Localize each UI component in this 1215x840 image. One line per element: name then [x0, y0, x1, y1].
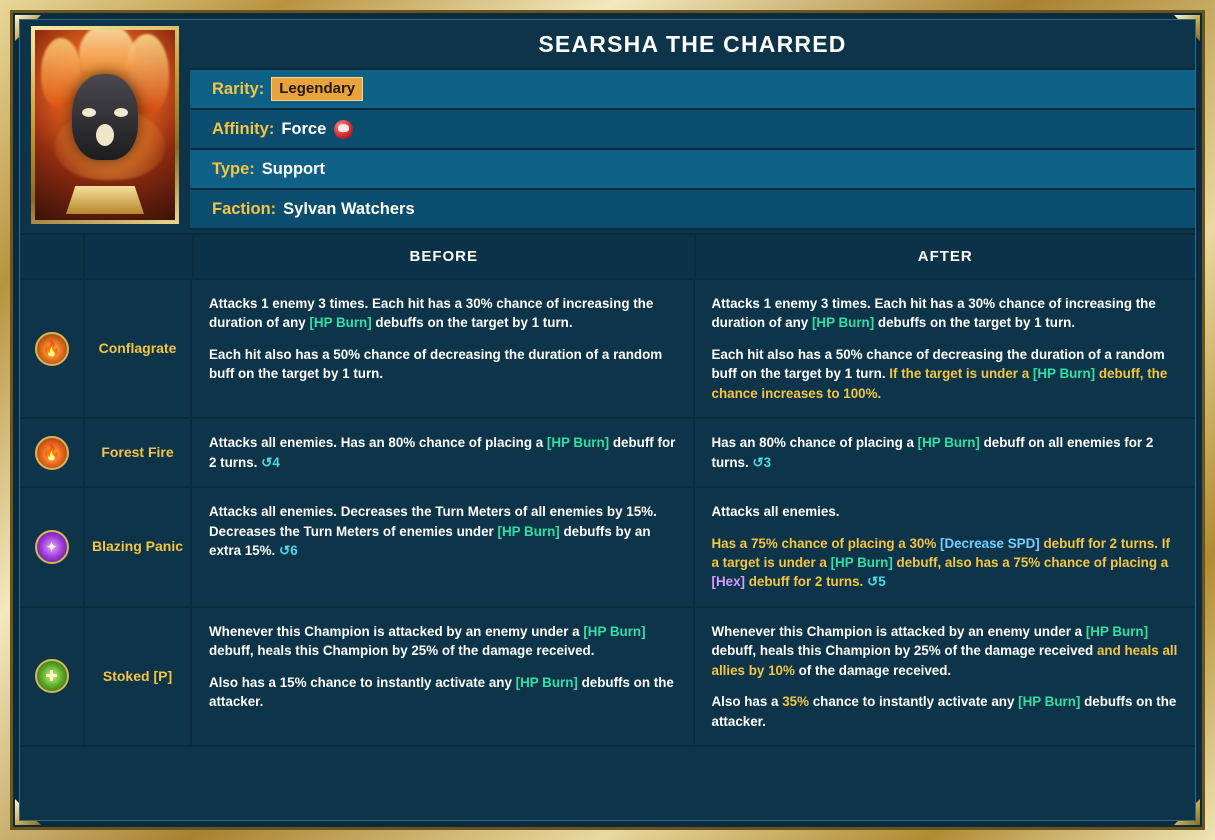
skill-text: of the damage received.	[794, 662, 952, 678]
skill-text-paragraph	[712, 433, 1179, 472]
keyword-hp-burn: [HP Burn]	[309, 315, 372, 331]
champion-info	[190, 20, 1195, 233]
info-value: Support	[261, 159, 326, 178]
skill-text: debuff, heals this Champion by 25% of the damage received	[711, 643, 1097, 659]
changed-text: debuff, the chance increases to 100%.	[711, 366, 1168, 401]
info-row-rarity	[190, 70, 1195, 110]
skill-text: debuffs on the target by 1 turn.	[371, 315, 573, 331]
skill-text-paragraph	[712, 502, 1179, 521]
info-label: Affinity:	[212, 119, 275, 138]
keyword-hp-burn: [HP Burn]	[917, 435, 980, 451]
table-row	[20, 608, 1195, 747]
keyword-hp-burn: [HP Burn]	[515, 674, 578, 690]
info-row-faction	[190, 190, 1195, 230]
skill-text-paragraph	[712, 692, 1179, 731]
skill-description-before	[192, 419, 695, 486]
skill-icon-cell	[20, 280, 85, 417]
keyword-hp-burn: [HP Burn]	[1018, 694, 1081, 710]
skill-text-paragraph	[712, 294, 1179, 333]
skill-name: Conflagrate	[85, 280, 192, 417]
column-header-before: BEFORE	[194, 235, 696, 278]
cooldown-value: ↺3	[752, 454, 772, 470]
info-row-type	[190, 150, 1195, 190]
info-label: Faction:	[212, 199, 277, 218]
champion-portrait	[31, 26, 179, 224]
table-row	[20, 419, 1195, 488]
keyword-hp-burn: [HP Burn]	[811, 315, 875, 331]
changed-text: Has a 75% chance of placing a 30%	[711, 535, 940, 551]
skill-text: debuffs on the attacker.	[209, 674, 674, 710]
skill-text: Whenever this Champion is attacked by an enemy under a	[711, 623, 1086, 639]
skill-text-paragraph	[209, 673, 676, 712]
skill-text: debuff on all enemies for 2 turns.	[711, 435, 1154, 470]
info-label: Rarity:	[212, 79, 265, 98]
skill-description-before	[192, 280, 695, 417]
skill-text: chance to instantly activate any	[809, 694, 1019, 710]
header-spacer-name	[85, 235, 194, 278]
champion-header	[20, 20, 1195, 235]
portrait-cell	[20, 20, 190, 233]
keyword-decrease-spd: [Decrease SPD]	[939, 535, 1040, 551]
skill-text-paragraph	[209, 622, 676, 661]
table-row	[20, 280, 1195, 419]
skill-text-paragraph	[209, 294, 676, 333]
keyword-hp-burn: [HP Burn]	[1085, 623, 1149, 639]
skill-text: Attacks all enemies. Decreases the Turn Meters of all enemies by 15%. Decreases the Turn Meters of enemies under	[209, 504, 657, 539]
skill-name: Forest Fire	[85, 419, 192, 486]
info-row-affinity	[190, 110, 1195, 150]
skill-text: Attacks all enemies. Has an 80% chance of placing a	[209, 435, 547, 451]
changed-text: debuff for 2 turns.	[744, 574, 867, 590]
info-label: Type:	[212, 159, 255, 178]
keyword-hp-burn: [HP Burn]	[830, 554, 893, 570]
champion-card	[19, 19, 1196, 821]
skill-text: Attacks all enemies.	[711, 504, 840, 520]
skill-text: debuff for 2 turns.	[209, 435, 676, 470]
portrait-base	[66, 186, 144, 214]
skill-text: Has an 80% chance of placing a	[711, 435, 918, 451]
skill-description-after	[695, 608, 1196, 745]
skill-text: Also has a	[711, 694, 783, 710]
skill-text: Attacks 1 enemy 3 times. Each hit has a 30% chance of increasing the duration of any	[711, 296, 1156, 331]
force-affinity-icon	[334, 120, 353, 139]
skill-icon-cell	[20, 608, 85, 745]
skill-text-paragraph	[209, 433, 676, 472]
keyword-hp-burn: [HP Burn]	[497, 523, 560, 539]
skill-icon-cell	[20, 419, 85, 486]
header-spacer-icon	[20, 235, 85, 278]
skill-text: debuff, heals this Champion by 25% of the damage received.	[209, 643, 595, 659]
skill-text: Also has a 15% chance to instantly activate any	[209, 674, 516, 690]
frame-inner	[10, 10, 1205, 830]
skill-description-before	[192, 608, 695, 745]
fireball-icon	[35, 436, 69, 470]
changed-text: 35%	[782, 694, 810, 710]
skill-icon-glyph: ✦	[45, 538, 58, 556]
skill-text: Each hit also has a 50% chance of decreasing the duration of a random buff on the target by 1 turn.	[711, 346, 1165, 382]
crystal-icon	[35, 530, 69, 564]
changed-text: and heals all allies by 10%	[711, 643, 1178, 678]
skill-text-paragraph	[712, 622, 1179, 680]
skill-description-before	[192, 488, 695, 606]
comparison-header	[20, 235, 1195, 280]
changed-text: debuff for 2 turns. If a target is under a	[711, 535, 1170, 570]
rarity-badge: Legendary	[271, 77, 363, 101]
changed-text: debuff, also has a 75% chance of placing a	[892, 554, 1169, 570]
skill-icon-glyph: 🔥	[42, 444, 61, 462]
skill-text-paragraph	[712, 534, 1179, 592]
mask-face	[72, 74, 138, 160]
skill-text-paragraph	[209, 345, 676, 384]
skill-icon-glyph: 🔥	[42, 340, 61, 358]
champion-info-rows	[190, 70, 1195, 230]
skill-name: Stoked [P]	[85, 608, 192, 745]
page-title: SEARSHA THE CHARRED	[190, 20, 1195, 70]
skill-text-paragraph	[209, 502, 676, 560]
cooldown-value: ↺4	[261, 454, 280, 470]
skill-text: Each hit also has a 50% chance of decreasing the duration of a random buff on the target by 1 turn.	[209, 346, 663, 382]
flame-icon	[35, 332, 69, 366]
skill-description-after	[695, 280, 1196, 417]
skill-text: debuffs by an extra 15%.	[209, 523, 651, 558]
skill-text: Attacks 1 enemy 3 times. Each hit has a 30% chance of increasing the duration of any	[209, 296, 654, 331]
skill-name: Blazing Panic	[85, 488, 192, 606]
info-value: Force	[281, 119, 327, 138]
skill-text-paragraph	[712, 345, 1179, 403]
skill-icon-cell	[20, 488, 85, 606]
leaf-cross-icon	[35, 659, 69, 693]
keyword-hp-burn: [HP Burn]	[1032, 366, 1096, 382]
keyword-hex: [Hex]	[711, 574, 745, 590]
cooldown-value: ↺6	[278, 542, 298, 558]
skill-text: debuffs on the attacker.	[711, 694, 1177, 729]
skill-text: Whenever this Champion is attacked by an enemy under a	[209, 623, 584, 639]
changed-text: If the target is under a	[889, 366, 1033, 382]
skill-icon-glyph: ✚	[45, 668, 58, 686]
table-row	[20, 488, 1195, 608]
keyword-hp-burn: [HP Burn]	[546, 435, 610, 451]
skill-text: debuffs on the target by 1 turn.	[874, 315, 1076, 331]
skill-list	[20, 280, 1195, 747]
cooldown-value: ↺5	[866, 574, 886, 590]
skill-description-after	[695, 419, 1196, 486]
skill-description-after	[695, 488, 1196, 606]
keyword-hp-burn: [HP Burn]	[583, 623, 646, 639]
info-value: Sylvan Watchers	[283, 199, 415, 218]
column-header-after: AFTER	[917, 248, 973, 265]
